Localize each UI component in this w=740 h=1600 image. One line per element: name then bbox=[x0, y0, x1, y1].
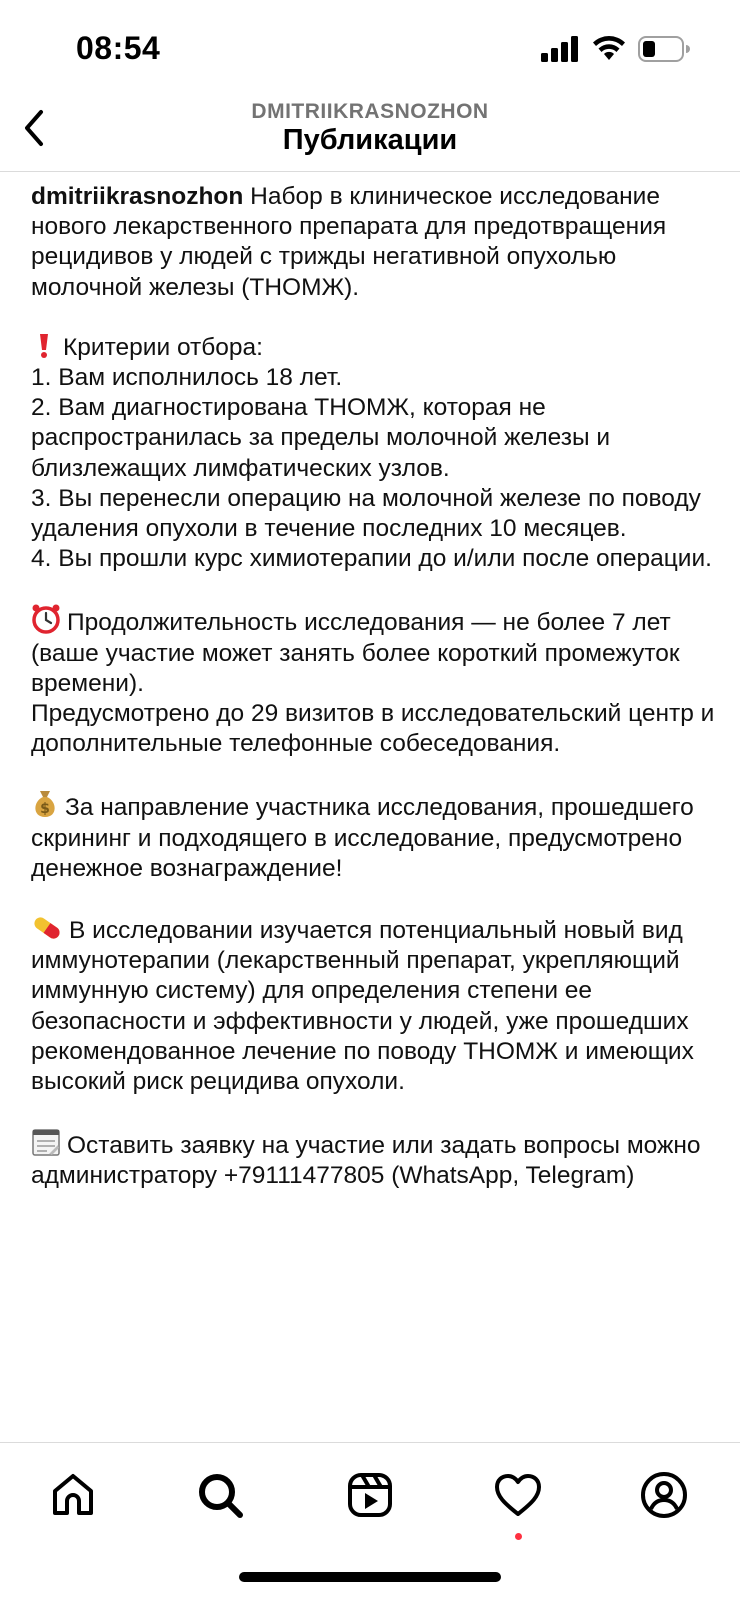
header bbox=[0, 96, 740, 172]
caption-intro-text: Набор в клиническое исследование нового лекарственного препарата для предотвращения рецидивов у людей с трижды негативной опухолью молочной железы (ТНОМЖ). bbox=[31, 183, 667, 301]
header-username[interactable]: DMITRIIKRASNOZHON bbox=[251, 100, 489, 123]
reward-paragraph bbox=[31, 789, 717, 884]
study-text: В исследовании изучается потенциальный новый вид иммунотерапии (лекарственный препарат, укрепляющий иммунную систему) для определения степени ее безопасности и эффективности у людей, уже прошедших рекомендованное лечение по поводу ТНОМЖ и имеющих высокий риск рецидива опухоли. bbox=[31, 917, 694, 1096]
criteria-item: 2. Вам диагностирована ТНОМЖ, которая не распространилась за пределы молочной железы и близлежащих лимфатических узлов. bbox=[31, 394, 611, 482]
criteria-item: 4. Вы прошли курс химиотерапии до и/или после операции. bbox=[31, 545, 712, 573]
criteria-item: 3. Вы перенесли операцию на молочной железе по поводу удаления опухоли в течение последних 10 месяцев. bbox=[31, 484, 701, 543]
caption-author[interactable]: dmitriikrasnozhon bbox=[31, 183, 244, 210]
exclamation-icon bbox=[31, 333, 57, 359]
nav-home[interactable] bbox=[45, 1467, 101, 1523]
nav-search[interactable] bbox=[192, 1467, 248, 1523]
contact-text: Оставить заявку на участие или задать вопросы можно администратору +79111477805 (WhatsApp, Telegram) bbox=[31, 1132, 701, 1190]
alarm-clock-icon bbox=[31, 604, 61, 634]
search-icon bbox=[196, 1471, 244, 1519]
duration-paragraph bbox=[31, 604, 717, 699]
battery-icon bbox=[638, 36, 690, 62]
reward-text: За направление участника исследования, прошедшего скрининг и подходящего в исследование, предусмотрено денежное вознаграждение! bbox=[31, 794, 694, 882]
home-icon bbox=[49, 1471, 97, 1519]
home-indicator bbox=[239, 1572, 501, 1582]
notification-dot bbox=[515, 1533, 522, 1540]
reels-icon bbox=[347, 1472, 393, 1518]
page-title: Публикации bbox=[282, 124, 458, 156]
criteria-title: Критерии отбора: bbox=[63, 333, 263, 361]
criteria-heading bbox=[31, 333, 717, 363]
nav-activity[interactable] bbox=[490, 1467, 546, 1523]
nav-profile[interactable] bbox=[636, 1467, 692, 1523]
nav-reels[interactable] bbox=[342, 1467, 398, 1523]
svg-text:$: $ bbox=[40, 801, 50, 818]
wifi-icon bbox=[592, 34, 626, 62]
profile-icon bbox=[640, 1471, 688, 1519]
status-time: 08:54 bbox=[76, 30, 161, 66]
notepad-icon bbox=[31, 1127, 61, 1157]
signal-icon bbox=[540, 36, 580, 62]
visits-text: Предусмотрено до 29 визитов в исследовательский центр и дополнительные телефонные собеседования. bbox=[31, 700, 715, 758]
contact-paragraph bbox=[31, 1127, 717, 1191]
caption-intro bbox=[31, 182, 717, 303]
study-paragraph bbox=[31, 914, 717, 1097]
money-bag-icon bbox=[31, 789, 59, 819]
criteria-item: 1. Вам исполнилось 18 лет. bbox=[31, 364, 343, 392]
duration-text: Продолжительность исследования — не более 7 лет (ваше участие может занять более короткий промежуток времени). bbox=[31, 609, 680, 697]
pill-icon bbox=[31, 914, 63, 942]
post-caption bbox=[31, 182, 717, 1192]
status-bar bbox=[0, 0, 740, 96]
heart-icon bbox=[494, 1473, 542, 1517]
